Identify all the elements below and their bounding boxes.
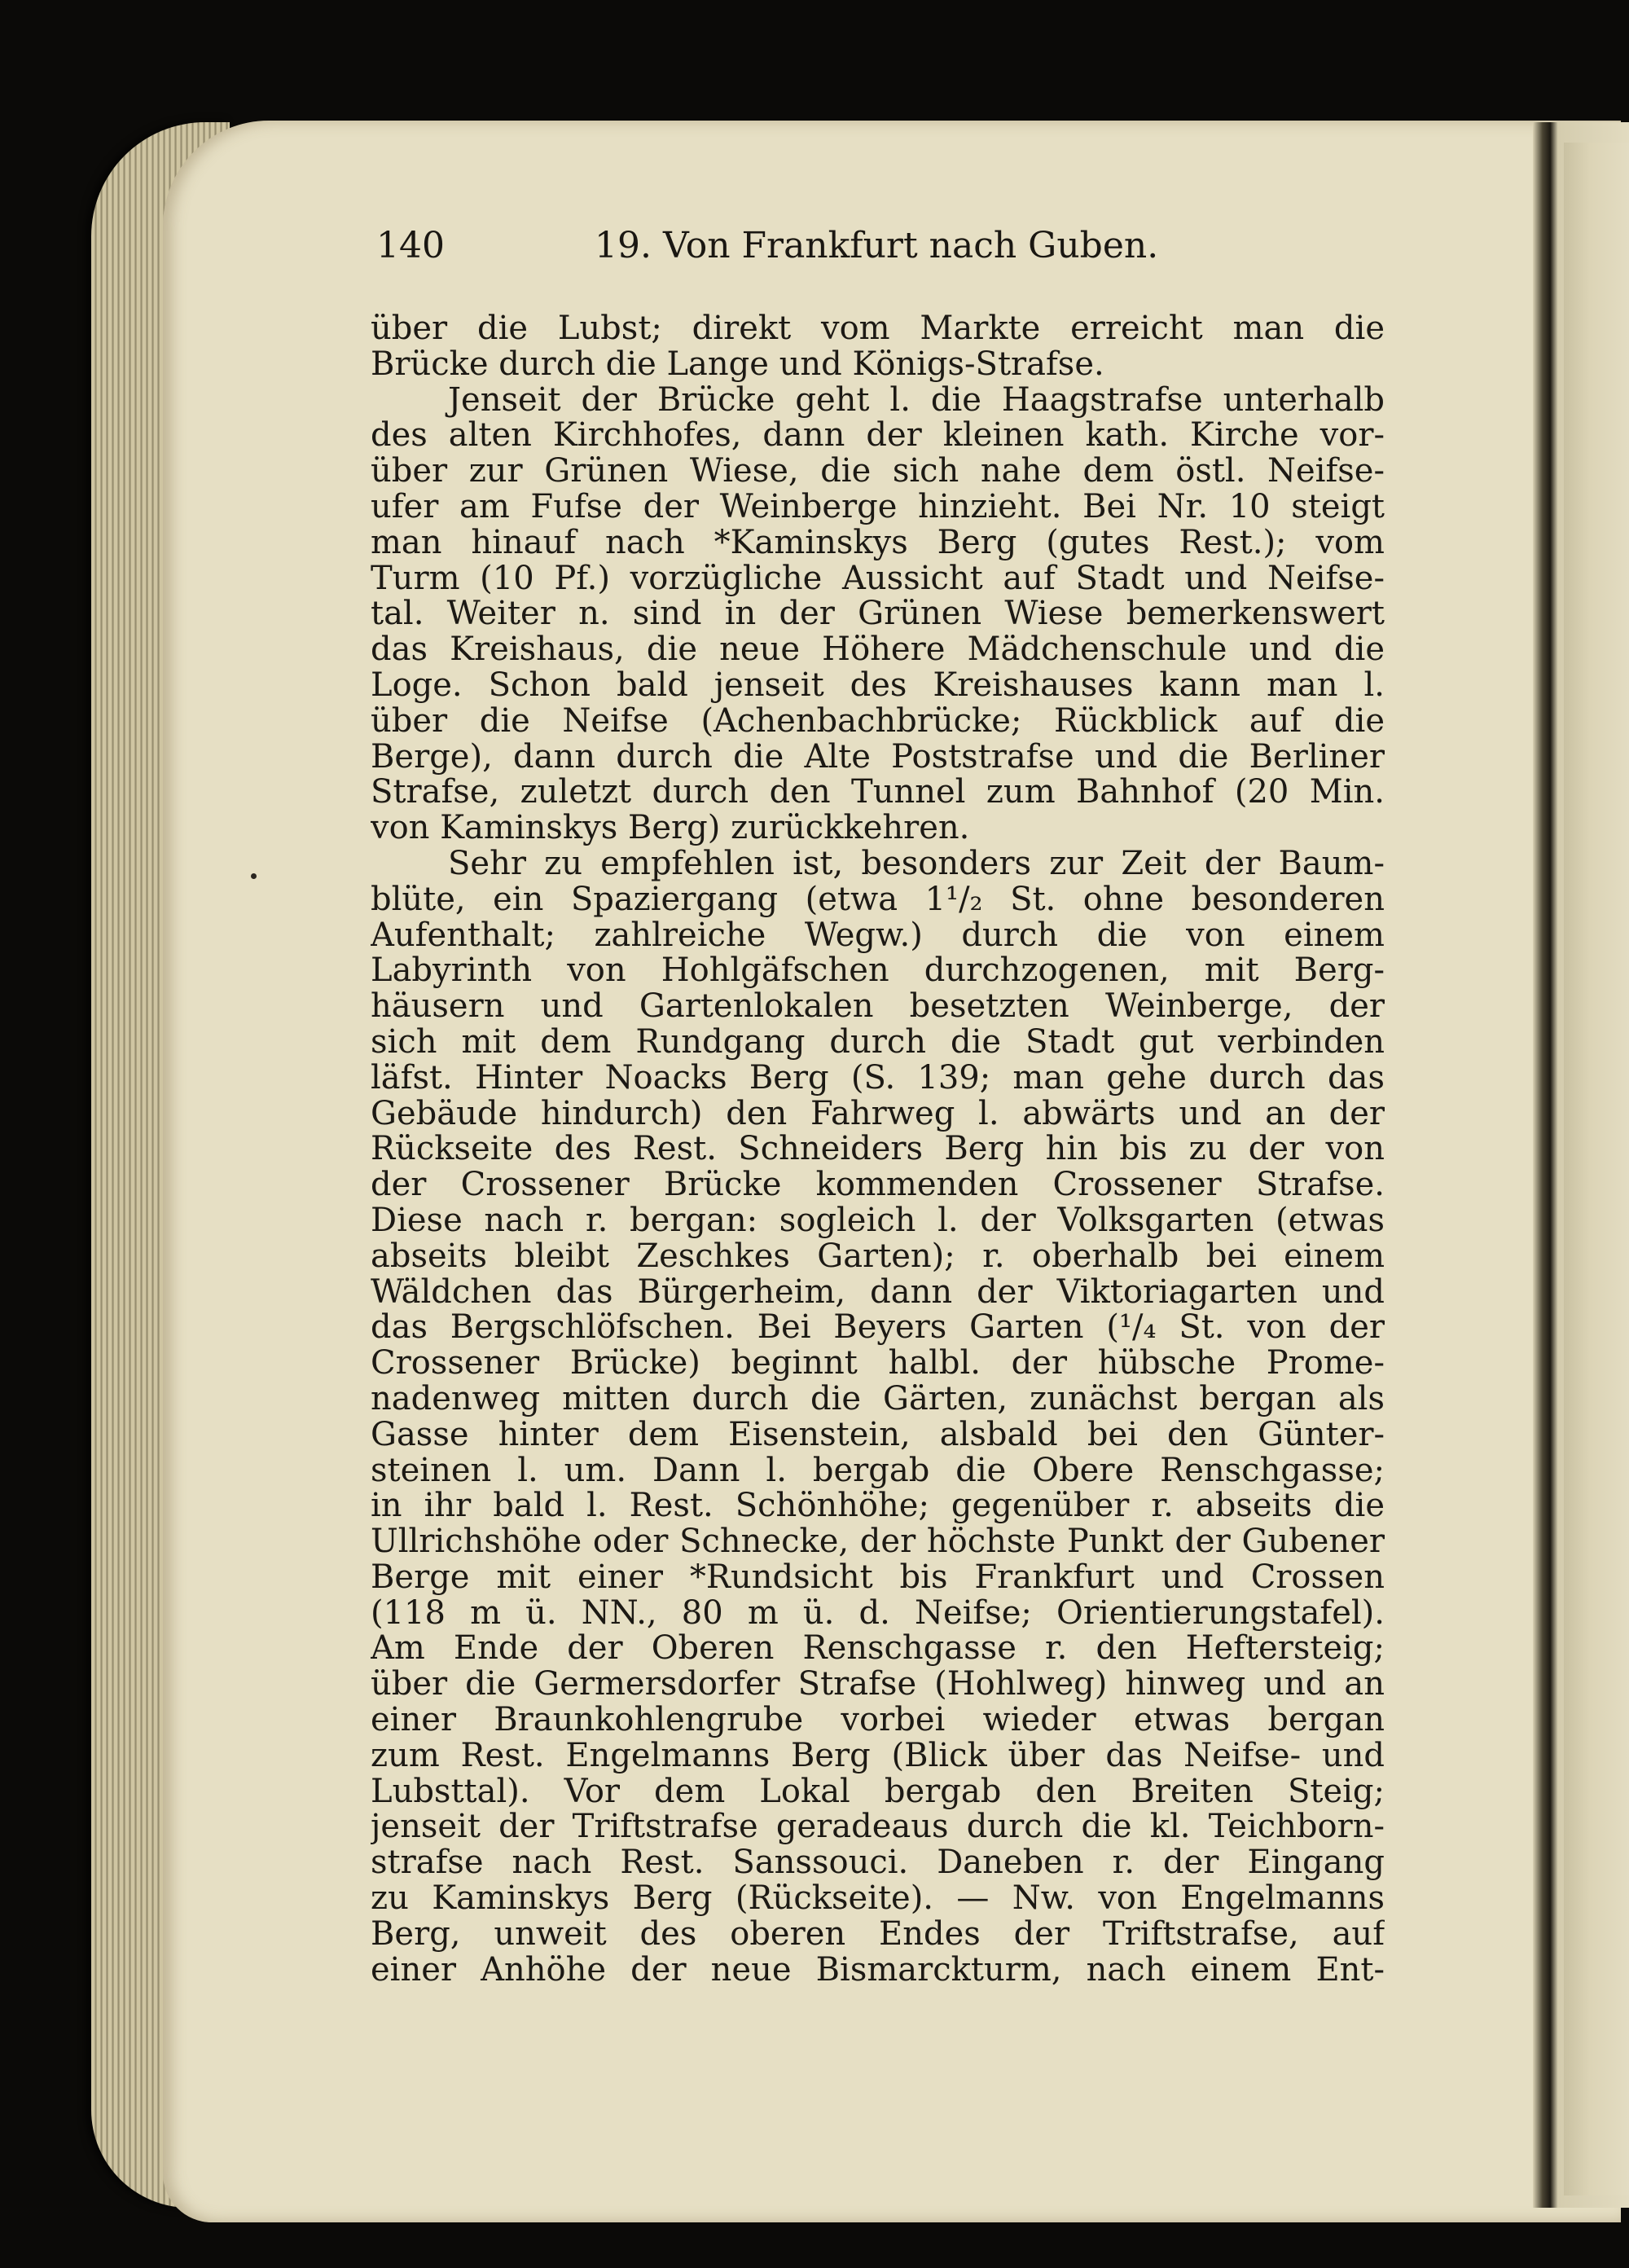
text-line: einer Anhöhe der neue Bismarckturm, nach einem Ent- bbox=[371, 1952, 1385, 1989]
text-line: läfst. Hinter Noacks Berg (S. 139; man gehe durch das bbox=[371, 1060, 1385, 1097]
text-line: Gasse hinter dem Eisenstein, alsbald bei den Günter- bbox=[371, 1417, 1385, 1453]
text-line: zum Rest. Engelmanns Berg (Blick über das Neifse- und bbox=[371, 1738, 1385, 1774]
text-line: Berg, unweit des oberen Endes der Triftstrafse, auf bbox=[371, 1916, 1385, 1953]
text-line: Berge), dann durch die Alte Poststrafse und die Berliner bbox=[371, 739, 1385, 776]
text-line: über die Lubst; direkt vom Markte erreicht man die bbox=[371, 311, 1385, 347]
chapter-title: 19. Von Frankfurt nach Guben. bbox=[595, 225, 1159, 266]
text-line: Turm (10 Pf.) vorzügliche Aussicht auf Stadt und Neifse- bbox=[371, 560, 1385, 597]
body-text bbox=[371, 311, 1385, 1988]
text-line: Gebäude hindurch) den Fahrweg l. abwärts und an der bbox=[371, 1096, 1385, 1132]
text-line: Brücke durch die Lange und Königs-Strafse. bbox=[371, 346, 1104, 383]
text-line: über die Neifse (Achenbachbrücke; Rückblick auf die bbox=[371, 703, 1385, 740]
text-line: Strafse, zuletzt durch den Tunnel zum Bahnhof (20 Min. bbox=[371, 775, 1385, 811]
text-line: das Kreishaus, die neue Höhere Mädchenschule und die bbox=[371, 632, 1385, 668]
text-line: blüte, ein Spaziergang (etwa 1¹/₂ St. ohne besonderen bbox=[371, 881, 1385, 918]
facing-page-edge bbox=[1564, 143, 1629, 2195]
page-number: 140 bbox=[376, 225, 445, 266]
text-line: Sehr zu empfehlen ist, besonders zur Zeit der Baum- bbox=[448, 846, 1385, 882]
text-line: (118 m ü. NN., 80 m ü. d. Neifse; Orientierungstafel). bbox=[371, 1595, 1385, 1632]
text-line: Loge. Schon bald jenseit des Kreishauses kann man l. bbox=[371, 667, 1385, 704]
text-line: einer Braunkohlengrube vorbei wieder etwas bergan bbox=[371, 1703, 1385, 1738]
margin-mark bbox=[251, 873, 257, 879]
text-line: häusern und Gartenlokalen besetzten Weinberge, der bbox=[371, 989, 1385, 1025]
text-line: nadenweg mitten durch die Gärten, zunächst bergan als bbox=[371, 1381, 1385, 1418]
text-line: strafse nach Rest. Sanssouci. Daneben r. der Eingang bbox=[371, 1845, 1385, 1882]
text-line: ufer am Fufse der Weinberge hinzieht. Bei Nr. 10 steigt bbox=[371, 489, 1385, 525]
text-line: abseits bleibt Zeschkes Garten); r. oberhalb bei einem bbox=[371, 1238, 1385, 1275]
text-line: Ullrichshöhe oder Schnecke, der höchste Punkt der Gubener bbox=[371, 1524, 1385, 1560]
text-line: Labyrinth von Hohlgäfschen durchzogenen, mit Berg- bbox=[371, 953, 1385, 990]
text-line: von Kaminskys Berg) zurückkehren. bbox=[371, 811, 970, 846]
text-line: des alten Kirchhofes, dann der kleinen kath. Kirche vor- bbox=[371, 418, 1385, 455]
text-line: Diese nach r. bergan: sogleich l. der Volksgarten (etwas bbox=[371, 1202, 1385, 1239]
text-line: jenseit der Triftstrafse geradeaus durch die kl. Teichborn- bbox=[371, 1809, 1385, 1846]
text-line: über zur Grünen Wiese, die sich nahe dem östl. Neifse- bbox=[371, 454, 1385, 490]
text-line: in ihr bald l. Rest. Schönhöhe; gegenüber r. abseits die bbox=[371, 1488, 1385, 1525]
text-line: tal. Weiter n. sind in der Grünen Wiese bemerkenswert bbox=[371, 596, 1385, 633]
text-line: steinen l. um. Dann l. bergab die Obere Renschgasse; bbox=[371, 1453, 1385, 1489]
text-line: Wäldchen das Bürgerheim, dann der Viktoriagarten und bbox=[371, 1274, 1385, 1311]
text-line: Rückseite des Rest. Schneiders Berg hin bis zu der von bbox=[371, 1132, 1385, 1168]
running-header bbox=[376, 225, 1435, 274]
text-line: Aufenthalt; zahlreiche Wegw.) durch die von einem bbox=[371, 917, 1385, 954]
text-line: der Crossener Brücke kommenden Crossener Strafse. bbox=[371, 1167, 1385, 1203]
text-line: man hinauf nach *Kaminskys Berg (gutes Rest.); vom bbox=[371, 525, 1385, 561]
text-line: sich mit dem Rundgang durch die Stadt gut verbinden bbox=[371, 1024, 1385, 1061]
text-line: Jenseit der Brücke geht l. die Haagstrafse unterhalb bbox=[448, 382, 1385, 419]
text-line: Lubsttal). Vor dem Lokal bergab den Breiten Steig; bbox=[371, 1774, 1385, 1810]
text-line: Crossener Brücke) beginnt halbl. der hübsche Prome- bbox=[371, 1346, 1385, 1382]
text-line: Am Ende der Oberen Renschgasse r. den Heftersteig; bbox=[371, 1631, 1385, 1668]
text-line: über die Germersdorfer Strafse (Hohlweg) hinweg und an bbox=[371, 1667, 1385, 1703]
text-line: Berge mit einer *Rundsicht bis Frankfurt und Crossen bbox=[371, 1559, 1385, 1596]
text-line: zu Kaminskys Berg (Rückseite). — Nw. von Engelmanns bbox=[371, 1881, 1385, 1917]
text-line: das Bergschlöfschen. Bei Beyers Garten (¹/₄ St. von der bbox=[371, 1310, 1385, 1347]
